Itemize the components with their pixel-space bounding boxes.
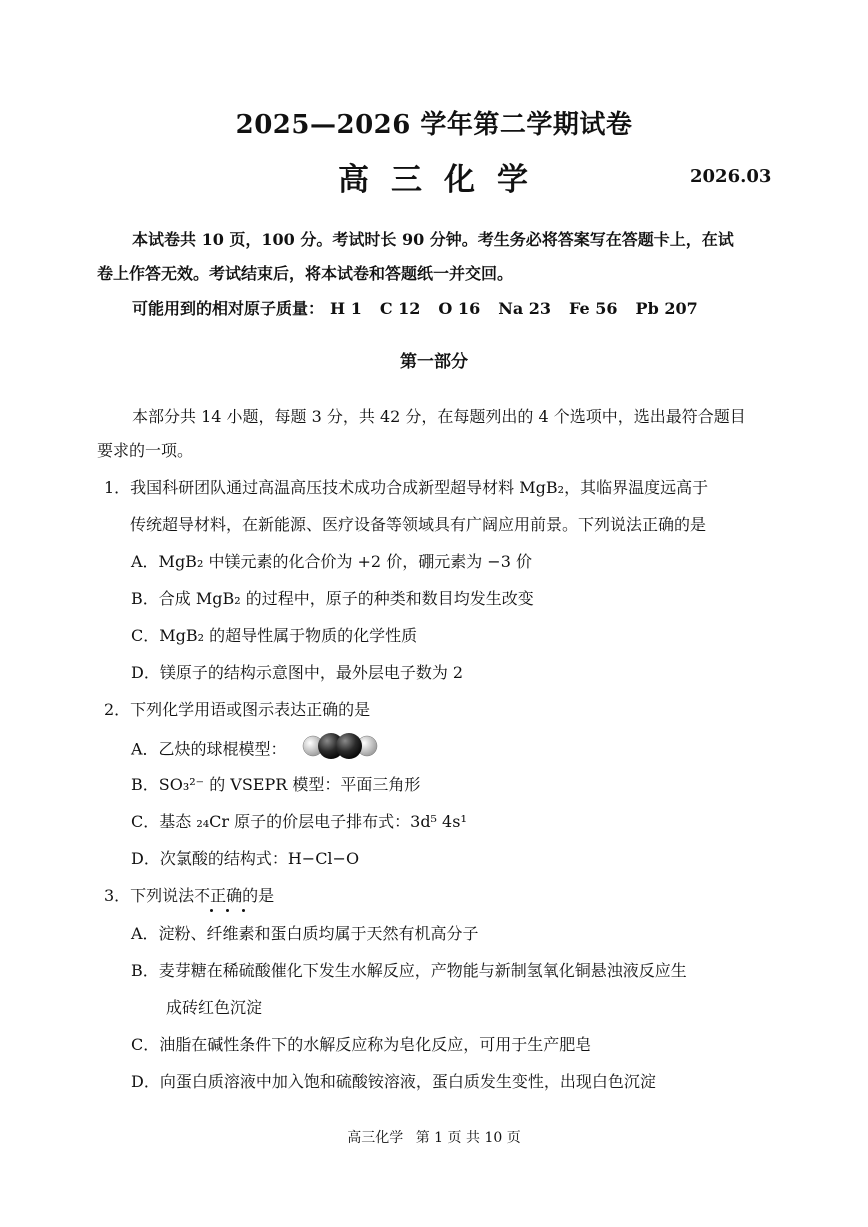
instructions-line-1: 本试卷共 10 页，100 分。考试时长 90 分钟。考生务必将答案写在答题卡上，在试 bbox=[132, 230, 734, 249]
atomic-masses bbox=[132, 301, 698, 317]
q3-option-d: D．向蛋白质溶液中加入饱和硫酸铵溶液，蛋白质发生变性，出现白色沉淀 bbox=[131, 1072, 656, 1091]
q1-option-b: B．合成 MgB₂ 的过程中，原子的种类和数目均发生改变 bbox=[131, 589, 534, 608]
q1-stem-line-2: 传统超导材料，在新能源、医疗设备等领域具有广阔应用前景。下列说法正确的是 bbox=[130, 515, 707, 534]
acetylene-ball-stick-model bbox=[302, 731, 378, 761]
q2-option-d: D．次氯酸的结构式：H−Cl−O bbox=[131, 849, 360, 868]
q2-option-c: C．基态 ₂₄Cr 原子的价层电子排布式：3d⁵ 4s¹ bbox=[131, 812, 467, 831]
atomic-mass-c: C 12 bbox=[379, 299, 421, 318]
q3-option-b-line-2: 成砖红色沉淀 bbox=[166, 998, 263, 1017]
q3-stem: 3．下列说法不正确的是 bbox=[104, 886, 275, 905]
q3-option-b-line-1: B．麦芽糖在稀硫酸催化下发生水解反应，产物能与新制氢氧化铜悬浊液反应生 bbox=[131, 961, 687, 980]
subject-title: 高三化学 bbox=[338, 162, 550, 198]
atomic-mass-fe: Fe 56 bbox=[569, 299, 618, 318]
q1-option-d: D．镁原子的结构示意图中，最外层电子数为 2 bbox=[131, 663, 464, 682]
q2-option-b: B．SO₃²⁻ 的 VSEPR 模型：平面三角形 bbox=[131, 775, 421, 794]
q2-stem: 2．下列化学用语或图示表达正确的是 bbox=[104, 700, 371, 719]
atomic-mass-o: O 16 bbox=[438, 299, 481, 318]
footer-page-number: 第 1 页 共 10 页 bbox=[415, 1130, 521, 1146]
emphasis-dot bbox=[226, 909, 229, 912]
atomic-mass-h: H 1 bbox=[330, 299, 362, 318]
q3-stem-row bbox=[104, 888, 868, 904]
section-desc-line-2: 要求的一项。 bbox=[97, 441, 194, 460]
footer-subject: 高三化学 bbox=[347, 1130, 404, 1146]
q1-option-c: C．MgB₂ 的超导性属于物质的化学性质 bbox=[131, 626, 418, 645]
atomic-masses-label: 可能用到的相对原子质量： bbox=[132, 299, 325, 318]
carbon-atom-right bbox=[336, 733, 362, 759]
emphasis-dot bbox=[210, 909, 213, 912]
q3-option-c: C．油脂在碱性条件下的水解反应称为皂化反应，可用于生产肥皂 bbox=[131, 1035, 592, 1054]
q1-stem-line-1: 1．我国科研团队通过高温高压技术成功合成新型超导材料 MgB₂，其临界温度远高于 bbox=[104, 478, 709, 497]
atomic-mass-pb: Pb 207 bbox=[635, 299, 698, 318]
emphasis-dot bbox=[242, 909, 245, 912]
page-footer bbox=[0, 1127, 868, 1147]
exam-date: 2026.03 bbox=[690, 166, 772, 187]
q2-option-a: A．乙炔的球棍模型： bbox=[131, 739, 287, 759]
section-title: 第一部分 bbox=[400, 352, 468, 372]
instructions-line-2: 卷上作答无效。考试结束后，将本试卷和答题纸一并交回。 bbox=[97, 264, 514, 283]
atomic-mass-na: Na 23 bbox=[498, 299, 552, 318]
section-desc-line-1: 本部分共 14 小题，每题 3 分，共 42 分，在每题列出的 4 个选项中，选出最符合题目 bbox=[132, 407, 746, 426]
exam-title: 2025—2026 学年第二学期试卷 bbox=[235, 110, 633, 140]
q1-option-a: A．MgB₂ 中镁元素的化合价为 +2 价，硼元素为 −3 价 bbox=[131, 552, 532, 571]
q3-option-a: A．淀粉、纤维素和蛋白质均属于天然有机高分子 bbox=[131, 924, 479, 943]
q2-option-a-row bbox=[131, 739, 378, 761]
